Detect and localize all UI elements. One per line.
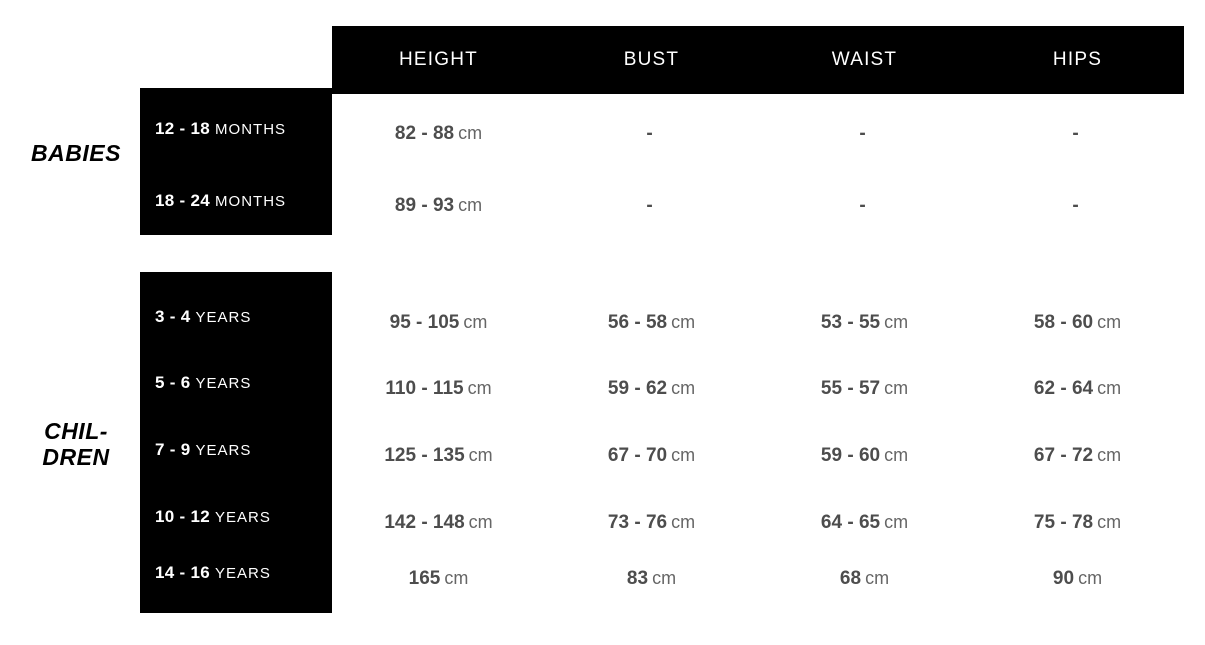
cell-value: 95 - 105 — [389, 312, 460, 333]
table-row — [140, 104, 1184, 154]
cell-height — [332, 312, 545, 334]
cell-unit: cm — [671, 512, 696, 532]
cell-value: 55 - 57 — [820, 378, 881, 399]
cell-height — [332, 568, 545, 590]
cell-value: 75 - 78 — [1033, 512, 1094, 533]
size-unit: MONTHS — [215, 193, 287, 210]
cell-unit: cm — [458, 195, 483, 215]
column-header-waist: WAIST — [831, 49, 898, 70]
size-range: 18 - 24 — [155, 191, 211, 210]
cell-unit: cm — [463, 312, 488, 332]
cell-value: - — [859, 195, 866, 216]
group-label-children-line2: DREN — [42, 444, 110, 471]
cell-value: 82 - 88 — [394, 123, 455, 144]
cell-value: 64 - 65 — [820, 512, 881, 533]
cell-unit: cm — [671, 378, 696, 398]
cell-unit: cm — [671, 445, 696, 465]
cell-bust — [545, 445, 758, 467]
cell-value: 67 - 70 — [607, 445, 668, 466]
group-label-children-line1: CHIL- — [44, 418, 108, 444]
cell-value: 58 - 60 — [1033, 312, 1094, 333]
cell-unit: cm — [468, 445, 493, 465]
cell-height — [332, 123, 545, 145]
cell-value: 56 - 58 — [607, 312, 668, 333]
measurement-cells — [332, 378, 1184, 400]
column-header-height: HEIGHT — [399, 49, 478, 70]
size-label — [140, 191, 332, 211]
cell-unit: cm — [671, 312, 696, 332]
cell-bust — [545, 512, 758, 534]
cell-waist — [758, 568, 971, 590]
cell-unit: cm — [884, 512, 909, 532]
size-label — [140, 119, 332, 139]
cell-hips — [971, 123, 1184, 145]
size-unit: YEARS — [195, 375, 252, 392]
cell-waist — [758, 445, 971, 467]
measurement-cells — [332, 312, 1184, 334]
cell-unit: cm — [444, 568, 469, 588]
size-range: 10 - 12 — [155, 507, 211, 526]
measurement-cells — [332, 512, 1184, 534]
cell-unit: cm — [467, 378, 492, 398]
cell-value: 62 - 64 — [1033, 378, 1094, 399]
cell-waist — [758, 312, 971, 334]
cell-value: 110 - 115 — [385, 378, 464, 399]
size-unit: YEARS — [215, 509, 271, 526]
cell-value: 73 - 76 — [607, 512, 668, 533]
cell-value: 68 — [839, 568, 862, 589]
cell-bust — [545, 123, 758, 145]
size-label — [140, 507, 332, 527]
size-range: 12 - 18 — [155, 119, 211, 138]
size-label — [140, 307, 332, 327]
cell-bust — [545, 312, 758, 334]
size-range: 14 - 16 — [155, 563, 211, 582]
cell-hips — [971, 378, 1184, 400]
cell-height — [332, 512, 545, 534]
table-header-row — [332, 26, 1184, 94]
column-header-bust: BUST — [623, 49, 680, 70]
table-row — [140, 548, 1184, 598]
cell-value: - — [1072, 195, 1079, 216]
cell-unit: cm — [458, 123, 483, 143]
cell-value: 142 - 148 — [384, 512, 465, 533]
cell-value: - — [646, 195, 653, 216]
cell-unit: cm — [1097, 512, 1122, 532]
cell-value: 165 — [408, 568, 441, 589]
cell-hips — [971, 568, 1184, 590]
table-row — [140, 176, 1184, 226]
cell-waist — [758, 195, 971, 217]
size-label — [140, 440, 332, 460]
cell-value: 89 - 93 — [394, 195, 455, 216]
size-label — [140, 563, 332, 583]
cell-hips — [971, 512, 1184, 534]
cell-unit: cm — [1078, 568, 1103, 588]
table-row — [140, 292, 1184, 342]
cell-unit: cm — [468, 512, 493, 532]
measurement-cells — [332, 445, 1184, 467]
column-header-hips: HIPS — [1052, 49, 1103, 70]
group-label-babies: BABIES — [31, 140, 121, 166]
group-label-children — [12, 418, 140, 471]
cell-height — [332, 445, 545, 467]
cell-bust — [545, 568, 758, 590]
cell-unit: cm — [1097, 378, 1122, 398]
cell-bust — [545, 195, 758, 217]
cell-height — [332, 378, 545, 400]
size-label — [140, 373, 332, 393]
measurement-cells — [332, 195, 1184, 217]
cell-value: 83 — [626, 568, 649, 589]
cell-value: 59 - 62 — [607, 378, 668, 399]
cell-value: 53 - 55 — [820, 312, 881, 333]
cell-value: 125 - 135 — [384, 445, 465, 466]
size-unit: MONTHS — [215, 121, 287, 138]
cell-value: - — [646, 123, 653, 144]
size-unit: YEARS — [215, 565, 271, 582]
size-range: 5 - 6 — [155, 373, 191, 392]
cell-value: 67 - 72 — [1033, 445, 1094, 466]
table-row — [140, 358, 1184, 408]
cell-unit: cm — [652, 568, 677, 588]
cell-unit: cm — [884, 445, 909, 465]
cell-unit: cm — [1097, 312, 1122, 332]
cell-waist — [758, 123, 971, 145]
cell-unit: cm — [1097, 445, 1122, 465]
cell-bust — [545, 378, 758, 400]
cell-value: 90 — [1052, 568, 1075, 589]
cell-hips — [971, 445, 1184, 467]
cell-unit: cm — [865, 568, 890, 588]
cell-unit: cm — [884, 312, 909, 332]
size-range: 7 - 9 — [155, 440, 191, 459]
measurement-cells — [332, 123, 1184, 145]
size-range: 3 - 4 — [155, 307, 191, 326]
size-unit: YEARS — [195, 309, 252, 326]
cell-height — [332, 195, 545, 217]
cell-value: - — [859, 123, 866, 144]
cell-unit: cm — [884, 378, 909, 398]
table-row — [140, 492, 1184, 542]
measurement-cells — [332, 568, 1184, 590]
cell-value: 59 - 60 — [820, 445, 881, 466]
size-unit: YEARS — [195, 442, 252, 459]
cell-hips — [971, 312, 1184, 334]
cell-value: - — [1072, 123, 1079, 144]
cell-waist — [758, 378, 971, 400]
cell-hips — [971, 195, 1184, 217]
cell-waist — [758, 512, 971, 534]
table-row — [140, 425, 1184, 475]
